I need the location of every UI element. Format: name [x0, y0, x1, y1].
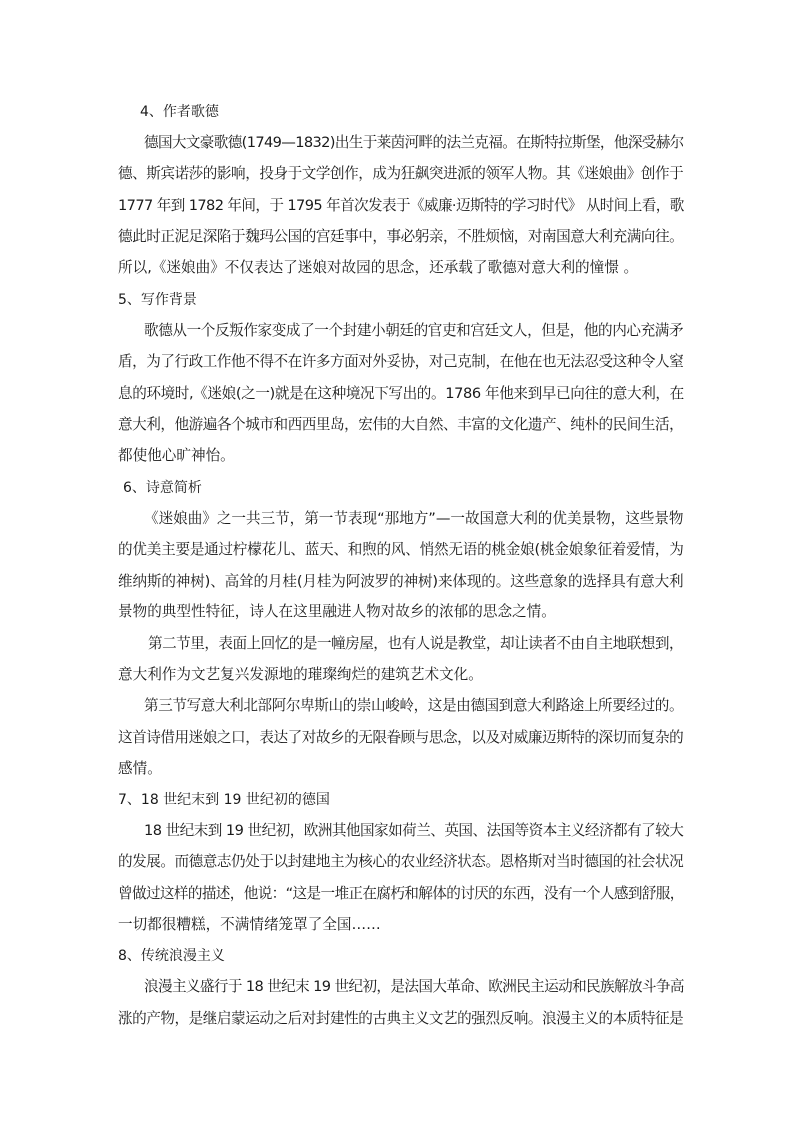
text-line: 歌德从一个反叛作家变成了一个封建小朝廷的官吏和宫廷文人，但是，他的内心充满矛 [144, 322, 684, 339]
section-heading-analysis: 6、诗意简析 [123, 480, 202, 496]
text-line: 息的环境时,《迷娘(之一)就是在这种境况下写出的。1786 年他来到早已向往的意大利，在 [118, 385, 684, 402]
text-line: 的优美主要是通过柠檬花儿、蓝天、和煦的风、悄然无语的桃金娘(桃金娘象征着爱情，为 [118, 541, 684, 558]
text-line: 意大利，他游遍各个城市和西西里岛，宏伟的大自然、丰富的文化遗产、纯朴的民间生活， [118, 416, 684, 433]
text-line: 意大利作为文艺复兴发源地的璀璨绚烂的建筑艺术文化。 [118, 666, 483, 683]
text-line: 这首诗借用迷娘之口，表达了对故乡的无限眷顾与思念，以及对威廉迈斯特的深切而复杂的 [118, 729, 684, 746]
text-line: 德、斯宾诺莎的影响，投身于文学创作，成为狂飙突进派的领军人物。其《迷娘曲》创作于 [118, 165, 684, 182]
section-heading-author: 4、作者歌德 [140, 104, 219, 120]
text-line: 涨的产物，是继启蒙运动之后对封建性的古典主义文艺的强烈反响。浪漫主义的本质特征是 [118, 1010, 684, 1027]
text-line: 所以,《迷娘曲》不仅表达了迷娘对故园的思念，还承载了歌德对意大利的憧憬 。 [118, 259, 639, 276]
text-line: 第二节里，表面上回忆的是一幢房屋，也有人说是教堂，却让读者不由自主地联想到， [148, 635, 684, 652]
text-line: 1777 年到 1782 年间，于 1795 年首次发表于《威廉·迈斯特的学习时代》 从时间上看，歌 [118, 197, 684, 214]
text-line: 感情。 [118, 760, 162, 777]
section-heading-romanticism: 8、传统浪漫主义 [118, 948, 225, 964]
text-line: 维纳斯的神树)、高耸的月桂(月桂为阿波罗的神树)来体现的。这些意象的选择具有意大利 [118, 573, 684, 590]
section-heading-background: 5、写作背景 [118, 292, 197, 308]
text-line: 18 世纪末到 19 世纪初，欧洲其他国家如荷兰、英国、法国等资本主义经济都有了较大 [144, 822, 684, 839]
text-line: 都使他心旷神怡。 [118, 447, 235, 464]
text-line: 一切都很糟糕，不满情绪笼罩了全国…… [118, 916, 381, 933]
text-line: 《迷娘曲》之一共三节，第一节表现“那地方”—一故国意大利的优美景物，这些景物 [144, 510, 684, 527]
text-line: 的发展。而德意志仍处于以封建地主为核心的农业经济状态。恩格斯对当时德国的社会状况 [118, 853, 684, 870]
text-line: 德国大文豪歌德(1749—1832)出生于莱茵河畔的法兰克福。在斯特拉斯堡，他深受赫尔 [144, 134, 684, 151]
text-line: 第三节写意大利北部阿尔卑斯山的崇山峻岭，这是由德国到意大利路途上所要经过的。 [144, 697, 684, 714]
text-line: 德此时正泥足深陷于魏玛公国的宫廷事中，事必躬亲，不胜烦恼，对南国意大利充满向往。 [118, 228, 684, 245]
text-line: 盾，为了行政工作他不得不在许多方面对外妥协，对己克制，在他在也无法忍受这种令人窒 [118, 353, 684, 370]
text-line: 曾做过这样的描述，他说：“这是一堆正在腐朽和解体的讨厌的东西，没有一个人感到舒服， [118, 885, 684, 902]
text-line: 景物的典型性特征，诗人在这里融进人物对故乡的浓郁的思念之情。 [118, 603, 556, 620]
section-heading-germany: 7、18 世纪末到 19 世纪初的德国 [118, 792, 330, 808]
text-line: 浪漫主义盛行于 18 世纪末 19 世纪初，是法国大革命、欧洲民主运动和民族解放斗争高 [144, 978, 684, 995]
